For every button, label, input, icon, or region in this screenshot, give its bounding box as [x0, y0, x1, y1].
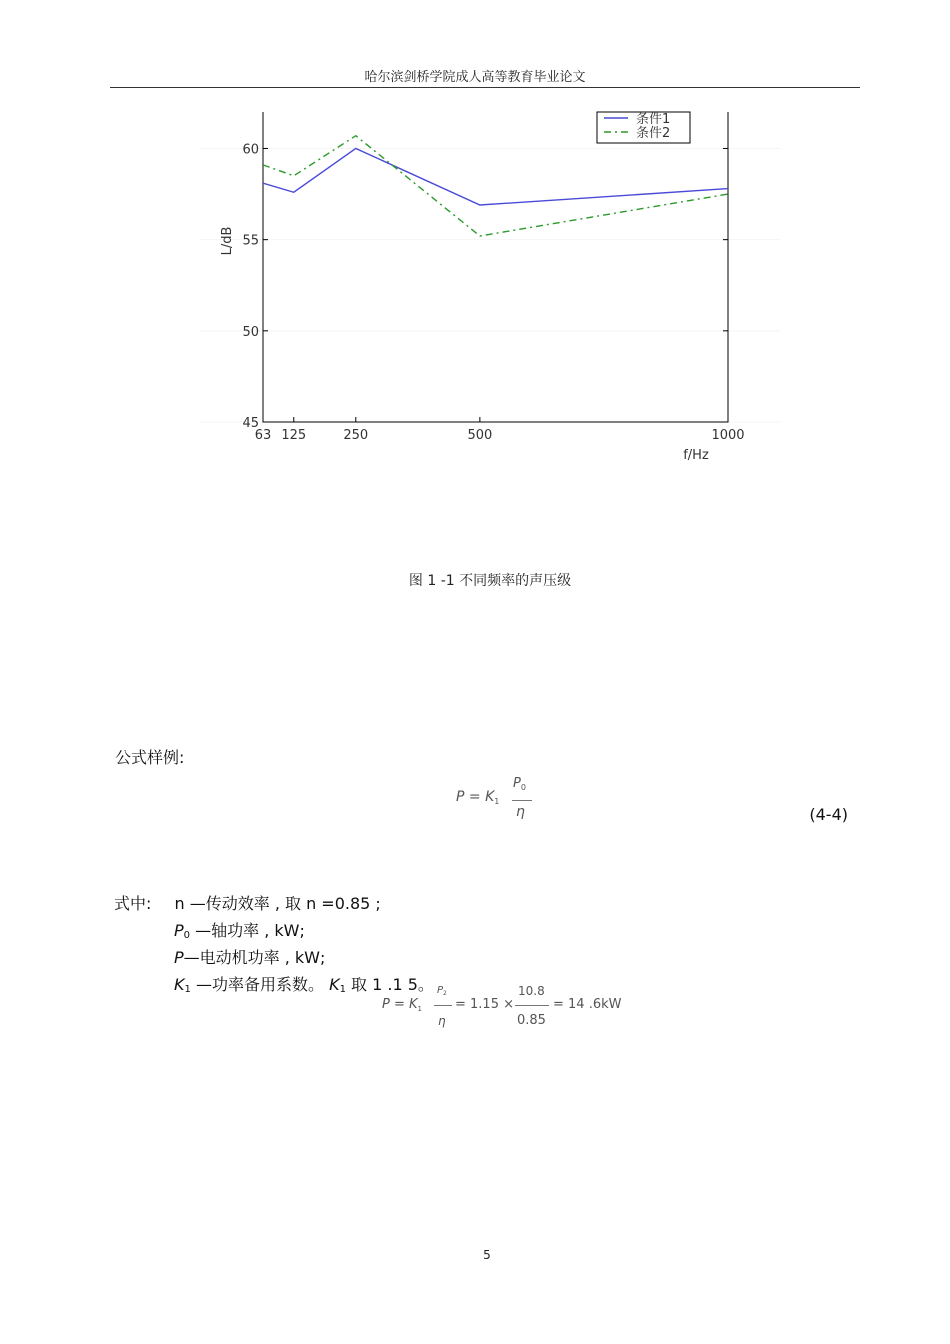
- equation-k-sub: 1: [494, 797, 500, 806]
- calc-result: = 14 .6kW: [553, 997, 622, 1012]
- equation-numerator-sub: 0: [520, 783, 526, 792]
- definitions-intro: 式中:: [114, 894, 152, 913]
- definition-symbol: K: [329, 975, 340, 994]
- calc-middle: = 1.15 ×: [455, 997, 514, 1012]
- equation-numerator: [513, 776, 526, 792]
- series-line: [263, 136, 728, 236]
- y-tick-label: 50: [242, 324, 259, 340]
- x-tick-label: 63: [254, 428, 272, 443]
- definitions-line-4: [174, 972, 434, 995]
- calc-frac1-denominator: η: [438, 1014, 446, 1028]
- definitions-line-2: [174, 918, 305, 941]
- y-ticks: [242, 142, 728, 431]
- equation-number: (4-4): [809, 805, 848, 824]
- x-ticks: [255, 417, 745, 443]
- y-tick-label: 45: [242, 416, 259, 431]
- x-axis-label: f/Hz: [683, 448, 709, 463]
- equation-lhs: [456, 789, 499, 806]
- calc-lhs-text: P = K: [382, 997, 418, 1012]
- definition-text: 取 1 .1 5。: [345, 975, 434, 994]
- calc-frac1-bar: [434, 1005, 452, 1006]
- x-tick-label: 125: [281, 428, 307, 443]
- chart-legend: [597, 112, 690, 143]
- y-axis-label: L/dB: [220, 226, 235, 256]
- definition-symbol: n: [174, 894, 185, 913]
- axes-frame: [263, 112, 728, 422]
- figure-caption: 图 1 -1 不同频率的声压级: [408, 573, 572, 589]
- header-title: 哈尔滨剑桥学院成人高等教育毕业论文: [364, 70, 586, 85]
- calc-lhs: [382, 997, 422, 1013]
- definition-subscript: 0: [183, 930, 191, 941]
- calc-frac2-numerator: 10.8: [518, 984, 545, 998]
- definition-text: —功率备用系数。: [190, 975, 330, 994]
- equation-lhs-text: P = K: [456, 789, 495, 805]
- calc-k-sub: 1: [417, 1005, 422, 1013]
- header-rule: [110, 87, 860, 88]
- calc-frac2-bar: [515, 1005, 549, 1006]
- line-chart: [200, 104, 780, 474]
- definition-text: —轴功率 , kW;: [190, 921, 305, 940]
- series-line: [263, 148, 728, 205]
- equation-denominator: η: [516, 804, 525, 820]
- page-number: 5: [483, 1248, 491, 1262]
- equation-numerator-text: P: [513, 776, 521, 791]
- y-tick-label: 60: [242, 142, 259, 158]
- definitions-line-3: [174, 945, 325, 968]
- x-tick-label: 500: [467, 428, 493, 443]
- calc-frac1-numerator-sub: 2: [443, 990, 447, 997]
- definition-text: —传动效率 , 取 n =0.85 ;: [184, 894, 381, 913]
- legend-label: 条件1: [636, 112, 671, 127]
- definition-text: —电动机功率 , kW;: [183, 948, 326, 967]
- legend-label: 条件2: [636, 126, 671, 141]
- calc-frac1-numerator-text: P: [437, 985, 444, 996]
- definition-subscript: 1: [184, 984, 191, 995]
- y-tick-label: 55: [242, 233, 259, 249]
- x-tick-label: 250: [343, 428, 369, 443]
- definition-symbol: K: [174, 975, 185, 994]
- definitions-line-1: [114, 891, 381, 914]
- calc-frac2-denominator: 0.85: [517, 1013, 546, 1028]
- x-tick-label: 1000: [711, 428, 745, 443]
- section-label: 公式样例:: [115, 748, 185, 767]
- equation-fraction-bar: [512, 800, 532, 801]
- definition-symbol: P: [174, 921, 184, 940]
- calc-frac1-numerator: [437, 985, 447, 997]
- definition-subscript: 1: [339, 984, 346, 995]
- definition-symbol: P: [174, 948, 184, 967]
- series-layer: [263, 136, 728, 236]
